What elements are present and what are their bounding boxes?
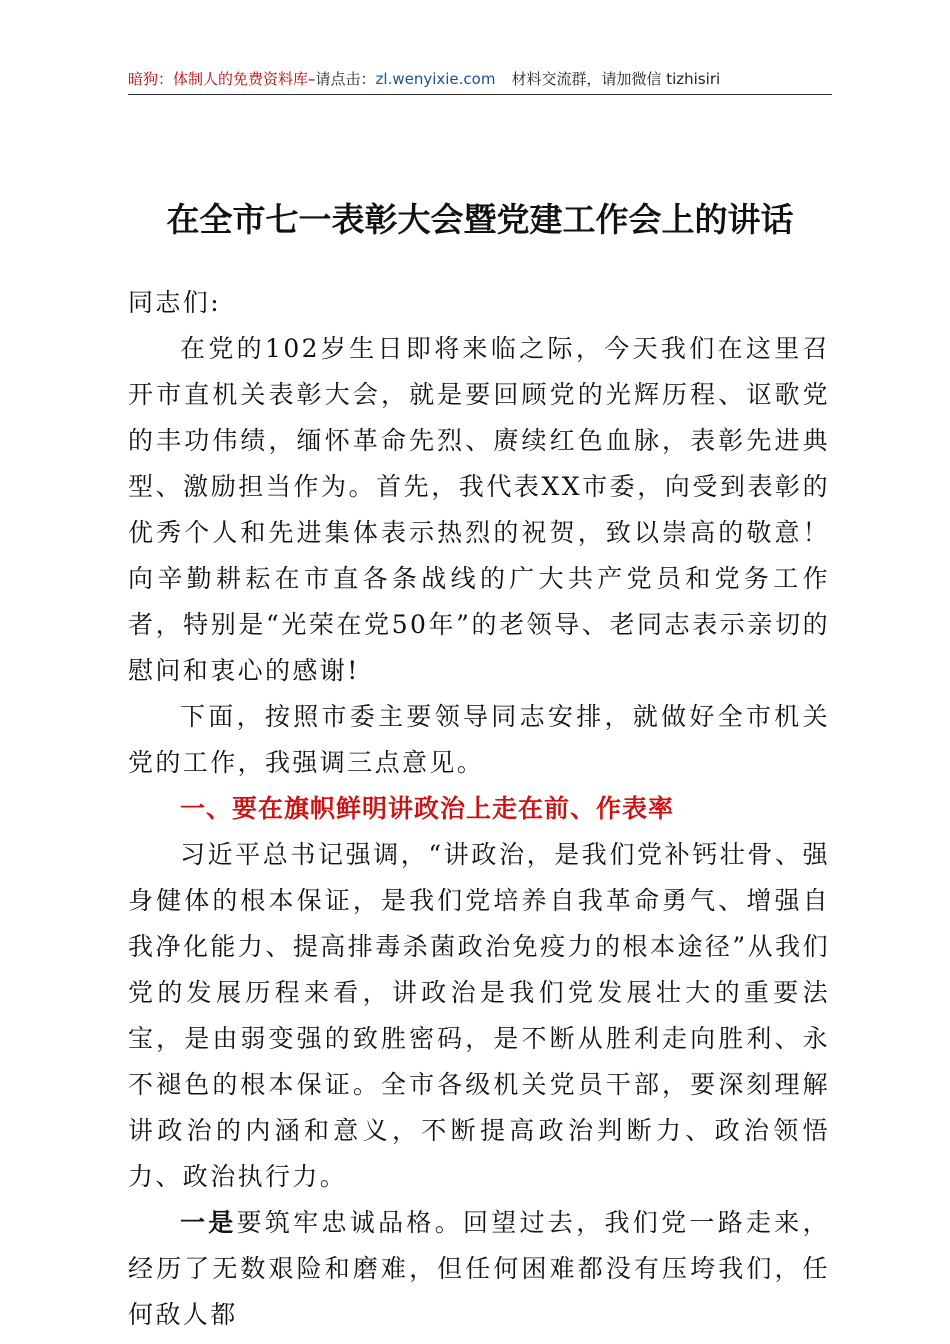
page-header	[128, 66, 832, 95]
point1-text: 要筑牢忠诚品格。回望过去，我们党一路走来，经历了无数艰险和磨难，但任何困难都没有压垮我们，任何敌人都	[128, 1208, 830, 1329]
header-click-prompt: –请点击：	[308, 70, 376, 88]
paragraph-intro: 在党的102岁生日即将来临之际，今天我们在这里召开市直机关表彰大会，就是要回顾党的光辉历程、讴歌党的丰功伟绩，缅怀革命先烈、赓续红色血脉，表彰先进典型、激励担当作为。首先，我代表XX市委，向受到表彰的优秀个人和先进集体表示热烈的祝贺，致以崇高的敬意！向辛勤耕耘在市直各条战线的广大共产党员和党务工作者，特别是“光荣在党50年”的老领导、老同志表示亲切的慰问和衷心的感谢!	[128, 334, 830, 685]
paragraph-transition: 下面，按照市委主要领导同志安排，就做好全市机关党的工作，我强调三点意见。	[128, 702, 830, 777]
document-body	[128, 280, 830, 1338]
header-url-link[interactable]: zl.wenyixie.com	[375, 70, 496, 88]
point1-lead: 一是	[180, 1208, 237, 1237]
section1-paragraph: 习近平总书记强调，“讲政治，是我们党补钙壮骨、强身健体的根本保证，是我们党培养自我革命勇气、增强自我净化能力、提高排毒杀菌政治免疫力的根本途径”从我们党的发展历程来看，讲政治是我们党发展壮大的重要法宝，是由弱变强的致胜密码，是不断从胜利走向胜利、永不褪色的根本保证。全市各级机关党员干部，要深刻理解讲政治的内涵和意义，不断提高政治判断力、政治领悟力、政治执行力。	[128, 840, 830, 1191]
header-source: 暗狗：体制人的免费资料库	[128, 70, 309, 88]
section1-heading: 一、要在旗帜鲜明讲政治上走在前、作表率	[180, 794, 675, 823]
point1-paragraph	[128, 1200, 830, 1338]
header-wechat-note: 材料交流群，请加微信 tizhisiri	[511, 70, 721, 88]
salutation: 同志们:	[128, 288, 222, 317]
document-title: 在全市七一表彰大会暨党建工作会上的讲话	[166, 200, 794, 239]
